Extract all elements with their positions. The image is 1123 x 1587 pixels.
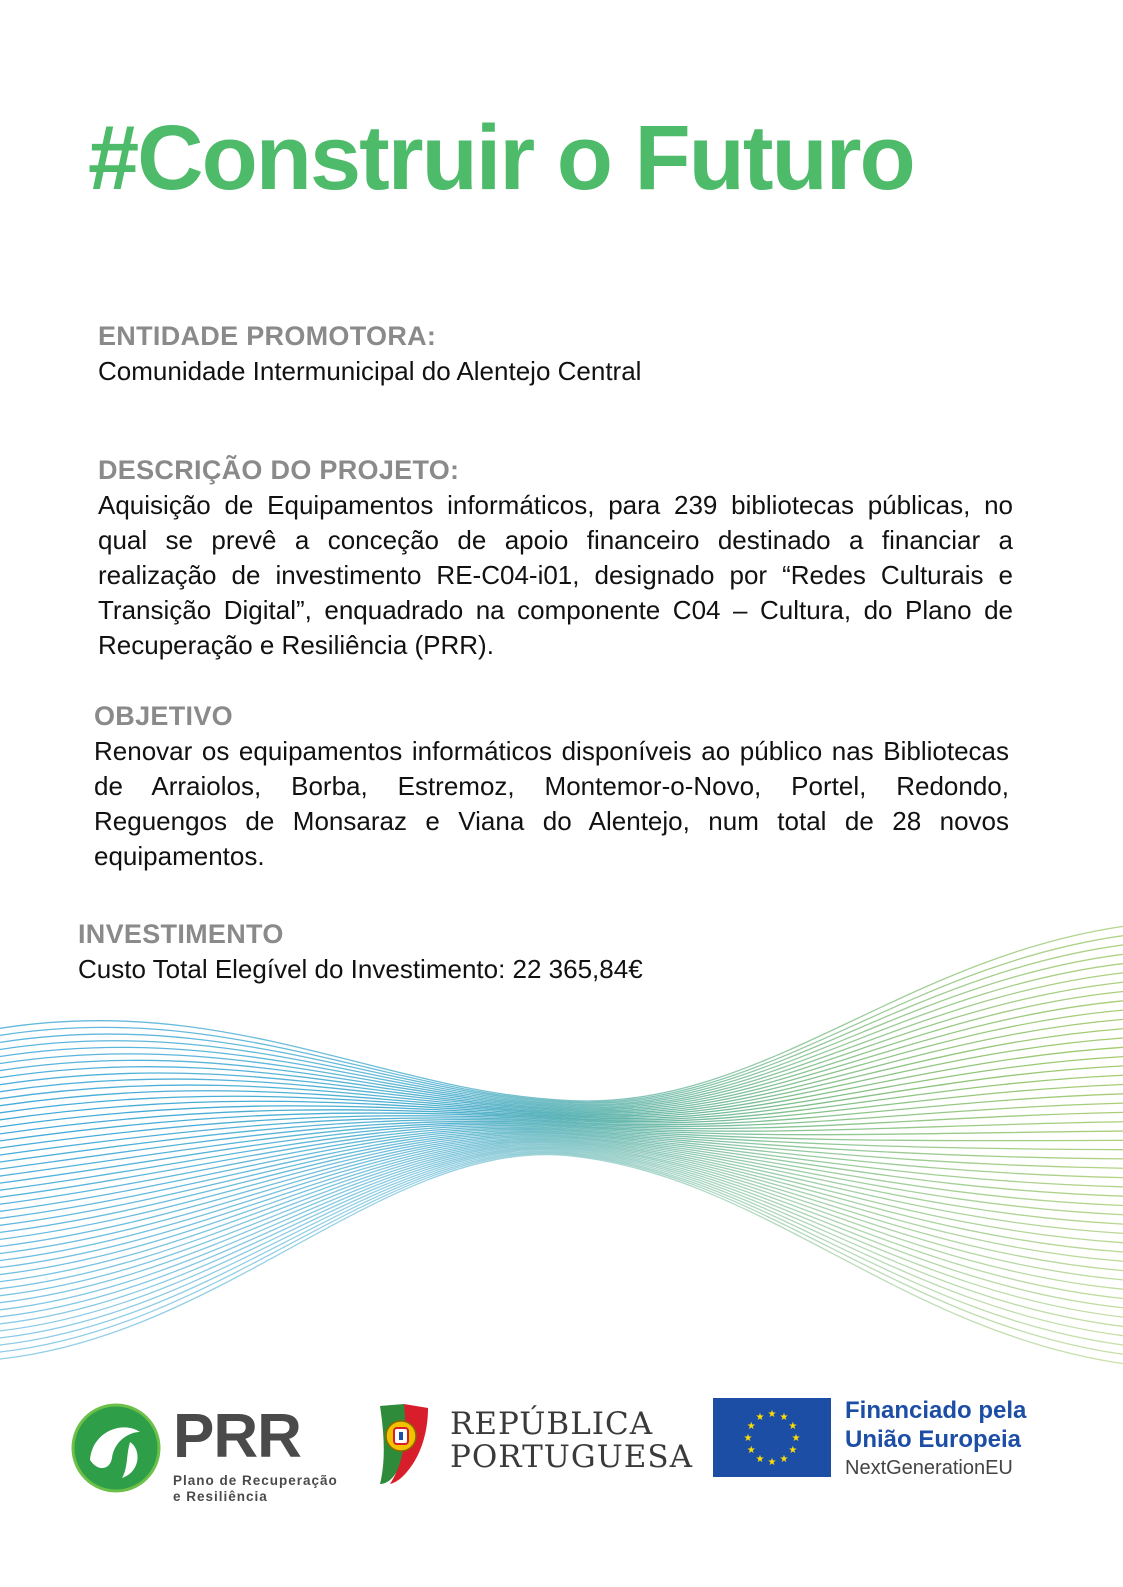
wave-line [0,1000,1123,1111]
eu-line2: União Europeia [845,1426,1022,1453]
eu-star-icon: ★ [767,1457,777,1468]
objetivo-text: Renovar os equipamentos informáticos disponíveis ao público nas Bibliotecas de Arraiolos, Borba, Estremoz, Montemor-o-Novo, Portel, Redondo, Reguengos de Monsaraz e Viana do Alentejo, num total de 28 novos equipamentos. [94,736,1009,871]
eu-line1: Financiado pela [845,1397,1027,1424]
entidade-section [98,318,1013,389]
prr-line2: e Resiliência [173,1489,268,1504]
page-title: #Construir o Futuro [88,107,914,209]
eu-star-icon: ★ [767,1409,777,1420]
prr-acronym: PRR [173,1402,301,1471]
eu-star-icon: ★ [755,1412,765,1424]
eu-star-icon: ★ [746,1445,756,1456]
prr-emblem-icon [70,1402,162,1494]
investimento-label: INVESTIMENTO [78,919,284,949]
eu-star-icon: ★ [788,1421,798,1432]
eu-line3: NextGenerationEU [845,1457,1013,1479]
republica-line2: PORTUGUESA [450,1439,694,1475]
eu-funding-logo [713,1396,1053,1486]
eu-star-icon: ★ [788,1445,798,1456]
wave-line [0,981,1123,1108]
descricao-label: DESCRIÇÃO DO PROJETO: [98,455,460,485]
eu-star-icon: ★ [755,1453,765,1465]
entidade-value: Comunidade Intermunicipal do Alentejo Central [98,356,642,386]
objetivo-section [94,698,1009,874]
investimento-text: Custo Total Elegível do Investimento: 22 365,84€ [78,954,643,984]
objetivo-label: OBJETIVO [94,701,233,731]
descricao-section [98,452,1013,663]
prr-logo [70,1402,340,1504]
republica-portuguesa-logo [370,1400,694,1490]
descricao-text: Aquisição de Equipamentos informáticos, para 239 bibliotecas públicas, no qual se prevê a conceção de apoio financeiro destinado a financiar a realização de investimento RE-C04-i01, designado por “Redes Culturais e Transição Digital”, enquadrado na componente C04 – Cultura, do Plano de Recuperação e Resiliência (PRR). [98,490,1013,660]
investimento-section [78,916,993,987]
prr-line1: Plano de Recuperação [173,1473,338,1488]
eu-star-icon: ★ [779,1453,789,1465]
eu-star-icon: ★ [743,1433,753,1444]
eu-star-icon: ★ [779,1412,789,1424]
eu-flag-icon [713,1398,831,1477]
portuguese-emblem-icon [370,1400,432,1486]
entidade-label: ENTIDADE PROMOTORA: [98,321,437,351]
republica-line1: REPÚBLICA [450,1406,654,1442]
eu-star-icon: ★ [791,1433,801,1444]
eu-star-icon: ★ [746,1421,756,1432]
wave-line [0,1155,1123,1365]
